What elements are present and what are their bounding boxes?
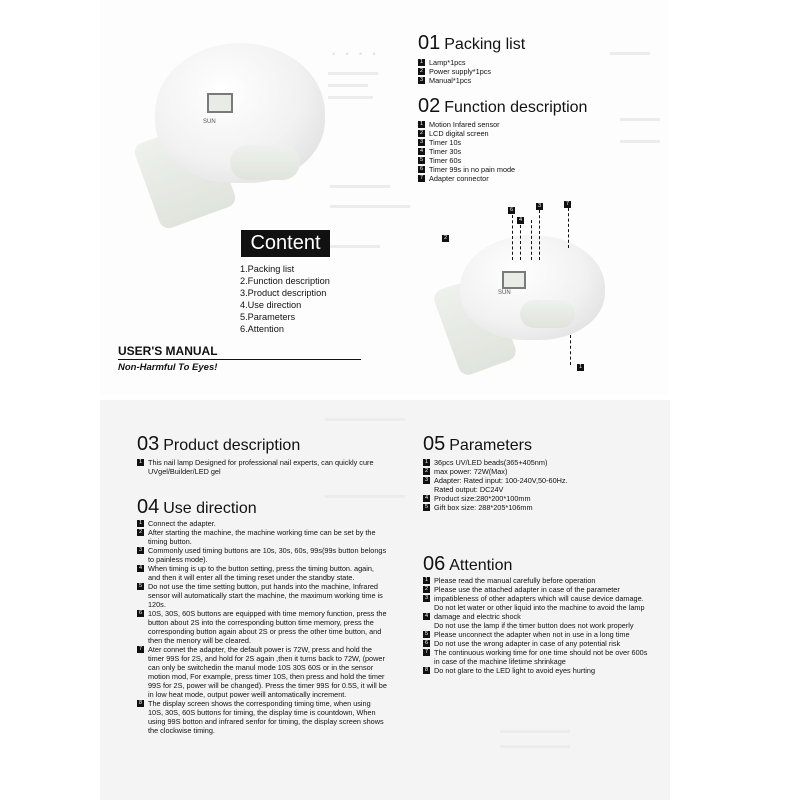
list-item <box>418 174 658 183</box>
item-text: 36pcs UV/LED beads(365+405nm) <box>434 458 548 467</box>
lcd-screen <box>207 93 233 113</box>
list-item <box>423 476 663 485</box>
lcd-screen <box>502 271 526 289</box>
section-title-text: Parameters <box>449 437 532 454</box>
list-item <box>418 156 658 165</box>
item-number-badge: 3 <box>419 139 424 145</box>
section-number: 06 <box>423 553 446 575</box>
bleed-through-line <box>328 72 378 75</box>
bleed-through-line <box>500 745 570 748</box>
item-text: Motion Infared sensor <box>429 120 500 129</box>
content-item: 3.Product description <box>240 288 327 298</box>
item-text: Timer 30s <box>429 147 462 156</box>
item-number-badge: 3 <box>419 77 424 83</box>
list-item <box>423 467 663 476</box>
use-list <box>137 519 387 735</box>
list-item <box>423 603 663 612</box>
list-item <box>423 639 663 648</box>
item-number-badge: 2 <box>419 68 424 74</box>
list-item <box>423 485 663 494</box>
item-text: The continuous working time for one time should not be over 600s <box>434 648 648 657</box>
callout-number: 6 <box>509 207 514 213</box>
lamp-logo: SUN <box>203 119 216 125</box>
item-number-badge: 1 <box>424 577 429 583</box>
item-number-badge: 7 <box>419 175 424 181</box>
callout-number: 1 <box>578 364 583 370</box>
list-item <box>423 612 663 621</box>
packing-title <box>418 32 525 55</box>
bleed-through-line <box>325 418 405 421</box>
item-text: Power supply*1pcs <box>429 67 492 76</box>
attention-title <box>423 553 512 576</box>
section-title-text: Function description <box>444 99 588 116</box>
item-text: Timer 99s in no pain mode <box>429 165 516 174</box>
manual-title-rule <box>118 359 361 360</box>
item-number-badge: 3 <box>424 595 429 601</box>
item-text: Please unconnect the adapter when not in use in a long time <box>434 630 630 639</box>
item-text: Product size:280*200*100mm <box>434 494 531 503</box>
list-item <box>423 585 663 594</box>
lamp-diagram <box>440 200 640 375</box>
item-text: damage and electric shock <box>434 612 521 621</box>
item-text: After starting the machine, the machine working time can be set by the timing button. <box>148 528 376 546</box>
list-item <box>137 564 387 582</box>
callout-number: 2 <box>443 235 448 241</box>
item-text: This nail lamp Designed for professional nail experts, can quickly cure UVgel/Builder/LED gel <box>148 458 374 476</box>
callout-line <box>531 220 532 260</box>
item-text: impatibleness of other adapters which will cause device damage. <box>434 594 644 603</box>
item-number-badge: 7 <box>424 649 429 655</box>
list-item <box>423 630 663 639</box>
item-number-badge: 4 <box>419 148 424 154</box>
item-number-badge: 6 <box>138 610 143 616</box>
list-item <box>423 494 663 503</box>
section-number: 01 <box>418 32 441 54</box>
callout-number: 7 <box>565 201 570 207</box>
item-text: Do not use the wrong adapter in case of any potential risk <box>434 639 621 648</box>
params-list <box>423 458 663 512</box>
content-item: 5.Parameters <box>240 312 296 322</box>
bleed-through-line <box>328 84 368 87</box>
content-item: 1.Packing list <box>240 264 295 274</box>
item-text: Please use the attached adapter in case of the parameter <box>434 585 620 594</box>
use-title <box>137 496 257 519</box>
item-number-badge: 5 <box>424 504 429 510</box>
callout-line <box>520 225 521 260</box>
list-item <box>418 138 658 147</box>
list-item <box>423 648 663 657</box>
item-number-badge: 5 <box>424 631 429 637</box>
section-title-text: Packing list <box>444 36 526 53</box>
list-item <box>423 458 663 467</box>
manual-title: USER'S MANUAL <box>118 344 218 358</box>
manual-subtitle: Non-Harmful To Eyes! <box>118 362 218 373</box>
item-number-badge: 4 <box>424 613 429 619</box>
item-text: Lamp*1pcs <box>429 58 466 67</box>
function-list <box>418 120 658 183</box>
list-item <box>137 458 382 476</box>
item-text: Do not use the lamp if the timer button does not work properly <box>434 621 634 630</box>
list-item <box>423 576 663 585</box>
item-number-badge: 2 <box>424 468 429 474</box>
packing-list <box>418 58 658 85</box>
content-item: 4.Use direction <box>240 300 302 310</box>
item-text: Do not glare to the LED light to avoid eyes hurting <box>434 666 596 675</box>
item-number-badge: 4 <box>138 565 143 571</box>
bleed-through-line <box>330 245 380 248</box>
product-title <box>137 433 300 456</box>
list-item <box>423 503 663 512</box>
item-text: Timer 60s <box>429 156 462 165</box>
list-item <box>137 519 387 528</box>
list-item <box>137 528 387 546</box>
item-number-badge: 2 <box>138 529 143 535</box>
item-text: max power: 72W(Max) <box>434 467 508 476</box>
list-item <box>137 582 387 609</box>
item-text: The display screen shows the corresponding timing time, when using 10S, 30S, 60S buttons for timing, the display time is countdown, When using 99S botton and infrared senfor for timing, the display screen shows the clockwise timing. <box>148 699 384 735</box>
bleed-through-text: · · · · <box>330 40 378 65</box>
bleed-through-line <box>330 185 390 188</box>
list-item <box>418 67 658 76</box>
item-text: in case of the machine lifetime shrinkage <box>434 657 566 666</box>
item-text: 10S, 30S, 60S buttons are equipped with time memory function, press the button about 2S into the corresponding button time memory, press the corresponding button again about 2S or press the other time button, and then the menory will be cleared. <box>148 609 387 645</box>
callout-number: 4 <box>518 217 523 223</box>
item-text: Commonly used timing buttons are 10s, 30s, 60s, 99s(99s button belongs to painless mode). <box>148 546 387 564</box>
list-item <box>418 165 658 174</box>
item-text: LCD digital screen <box>429 129 489 138</box>
item-text: Timer 10s <box>429 138 462 147</box>
item-text: Do not use the time setting button, put hands into the machine, Infrared sensor will automatically start the machine, the maximum working time is 120s. <box>148 582 383 609</box>
lamp-photo <box>135 35 330 225</box>
section-title-text: Attention <box>449 557 513 574</box>
bleed-through-line <box>610 52 650 55</box>
function-title <box>418 95 587 118</box>
item-text: When timing is up to the button setting, press the timing button. again, and then it will enter all the timing reset under the standby state. <box>148 564 374 582</box>
section-title-text: Use direction <box>163 500 257 517</box>
list-item <box>418 120 658 129</box>
content-heading: Content <box>241 230 330 257</box>
item-number-badge: 2 <box>424 586 429 592</box>
list-item <box>137 645 387 699</box>
item-text: Please read the manual carefully before operation <box>434 576 596 585</box>
list-item <box>137 699 387 735</box>
product-list <box>137 458 382 476</box>
section-number: 04 <box>137 496 160 518</box>
item-text: Manual*1pcs <box>429 76 472 85</box>
params-title <box>423 433 532 456</box>
lamp-logo: SUN <box>498 290 511 296</box>
item-number-badge: 3 <box>424 477 429 483</box>
bleed-through-line <box>325 495 405 498</box>
callout-line <box>570 335 571 365</box>
item-number-badge: 8 <box>424 667 429 673</box>
content-item: 2.Function description <box>240 276 330 286</box>
item-text: Adapter connector <box>429 174 489 183</box>
section-number: 02 <box>418 95 441 117</box>
content-item: 6.Attention <box>240 324 284 334</box>
item-number-badge: 8 <box>138 700 143 706</box>
callout-line <box>539 210 540 260</box>
bleed-through-line <box>328 96 373 99</box>
item-number-badge: 1 <box>138 520 143 526</box>
bleed-through-line <box>330 205 410 208</box>
list-item <box>423 594 663 603</box>
callout-line <box>568 208 569 248</box>
list-item <box>423 666 663 675</box>
item-number-badge: 7 <box>138 646 143 652</box>
list-item <box>418 129 658 138</box>
list-item <box>423 657 663 666</box>
callout-number: 3 <box>537 203 542 209</box>
content-list <box>240 263 330 335</box>
section-number: 05 <box>423 433 446 455</box>
item-text: Adapter: Rated input: 100-240V,50-60Hz. <box>434 476 568 485</box>
bleed-through-line <box>500 730 570 733</box>
list-item <box>423 621 663 630</box>
list-item <box>137 609 387 645</box>
item-number-badge: 6 <box>419 166 424 172</box>
section-number: 03 <box>137 433 160 455</box>
item-number-badge: 3 <box>138 547 143 553</box>
item-text: Ater connet the adapter, the default power is 72W, press and hold the timer 99S for 2S, and hold for 2S again ,then it turns back to 72W, (power can only be switchedin the manul mode 10S 30S 60S or in the sensor motion mod, For example, press timer 10S, then press and hold the timer 99S for 2S, power will be changed). Press the timer 99S for 0.5S, it will be in low heat mode, output power weill antomatically increment. <box>148 645 387 699</box>
item-number-badge: 6 <box>424 640 429 646</box>
item-text: Gift box size: 288*205*106mm <box>434 503 533 512</box>
hand-image <box>520 300 575 328</box>
item-text: Rated output: DC24V <box>434 485 504 494</box>
item-number-badge: 1 <box>419 59 424 65</box>
item-number-badge: 4 <box>424 495 429 501</box>
item-number-badge: 1 <box>424 459 429 465</box>
item-number-badge: 1 <box>138 459 143 465</box>
item-text: Do not let water or other liquid into the machine to avoid the lamp <box>434 603 645 612</box>
item-number-badge: 2 <box>419 130 424 136</box>
item-number-badge: 5 <box>138 583 143 589</box>
hand-image <box>230 145 300 180</box>
callout-line <box>512 215 513 260</box>
item-text: Connect the adapter. <box>148 519 216 528</box>
list-item <box>137 546 387 564</box>
attention-list <box>423 576 663 675</box>
item-number-badge: 5 <box>419 157 424 163</box>
list-item <box>418 147 658 156</box>
item-number-badge: 1 <box>419 121 424 127</box>
list-item <box>418 76 658 85</box>
section-title-text: Product description <box>163 437 301 454</box>
list-item <box>418 58 658 67</box>
